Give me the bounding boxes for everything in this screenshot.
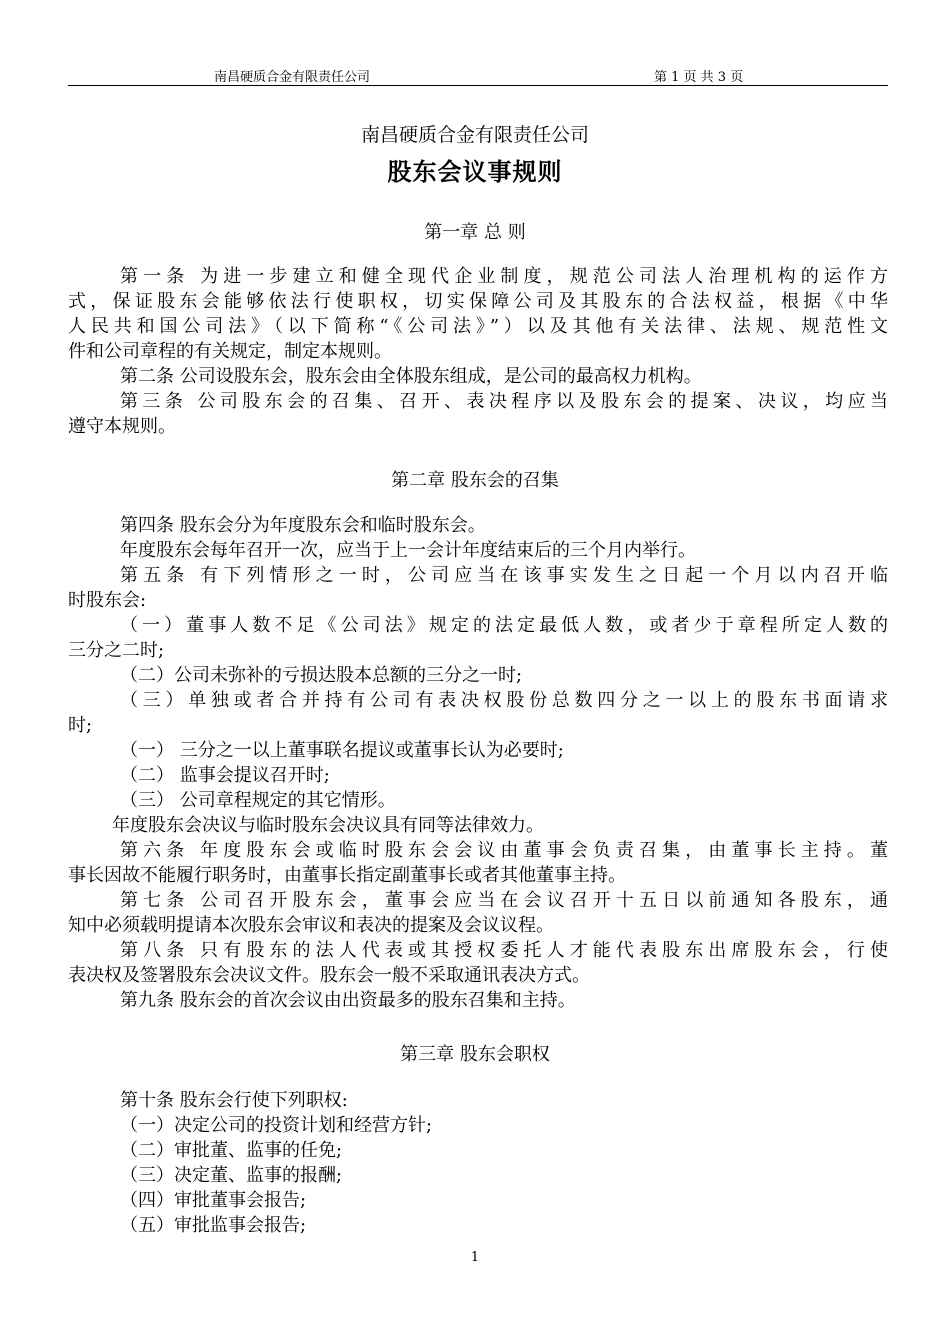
article-line: （三）单独或者合并持有公司有表决权股份总数四分之一以上的股东书面请求	[120, 690, 888, 711]
article-line: 第七条 公司召开股东会，董事会应当在会议召开十五日以前通知各股东，通	[120, 890, 888, 911]
list-item: （五）审批监事会报告;	[120, 1215, 307, 1236]
article-line: 知中必须载明提请本次股东会审议和表决的提案及会议议程。	[68, 915, 554, 936]
article-line: 第五条 有下列情形之一时，公司应当在该事实发生之日起一个月以内召开临	[120, 565, 888, 586]
header-rule	[68, 85, 888, 86]
article-line: （二）公司未弥补的亏损达股本总额的三分之一时;	[120, 665, 523, 686]
doc-company: 南昌硬质合金有限责任公司	[360, 124, 589, 146]
article-line: 年度股东会决议与临时股东会决议具有同等法律效力。	[112, 815, 544, 836]
article-line: 第十条 股东会行使下列职权:	[120, 1090, 348, 1111]
article-line: （三） 公司章程规定的其它情形。	[120, 790, 396, 811]
list-item: （二）审批董、监事的任免;	[120, 1140, 343, 1161]
article-line: 事长因故不能履行职务时，由董事长指定副董事长或者其他董事主持。	[68, 865, 626, 886]
article-line: 式，保证股东会能够依法行使职权，切实保障公司及其股东的合法权益，根据《中华	[68, 291, 888, 312]
article-line: 件和公司章程的有关规定，制定本规则。	[68, 341, 392, 362]
chapter-2-heading: 第二章 股东会的召集	[391, 470, 559, 491]
article-line: 第一条 为进一步建立和健全现代企业制度，规范公司法人治理机构的运作方	[120, 266, 888, 287]
article-line: （一）董事人数不足《公司法》规定的法定最低人数，或者少于章程所定人数的	[120, 615, 888, 636]
article-line: 时;	[68, 715, 93, 736]
article-line: 年度股东会每年召开一次，应当于上一会计年度结束后的三个月内举行。	[120, 540, 696, 561]
article-line: 第九条 股东会的首次会议由出资最多的股东召集和主持。	[120, 990, 576, 1011]
page-number: 1	[470, 1250, 480, 1265]
list-item: （一）决定公司的投资计划和经营方针;	[120, 1115, 433, 1136]
article-line: （一） 三分之一以上董事联名提议或董事长认为必要时;	[120, 740, 564, 761]
article-line: 第三条 公司股东会的召集、召开、表决程序以及股东会的提案、决议，均应当	[120, 391, 888, 412]
article-line: 三分之二时;	[68, 640, 165, 661]
article-line: 人民共和国公司法》（以下简称“《公司法》”）以及其他有关法律、法规、规范性文	[68, 316, 888, 337]
article-line: 第二条 公司设股东会，股东会由全体股东组成，是公司的最高权力机构。	[120, 366, 702, 387]
chapter-3-heading: 第三章 股东会职权	[400, 1044, 550, 1065]
article-line: （二） 监事会提议召开时;	[120, 765, 330, 786]
article-line: 表决权及签署股东会决议文件。股东会一般不采取通讯表决方式。	[68, 965, 590, 986]
article-line: 第四条 股东会分为年度股东会和临时股东会。	[120, 515, 486, 536]
article-line: 第八条 只有股东的法人代表或其授权委托人才能代表股东出席股东会，行使	[120, 940, 888, 961]
list-item: （三）决定董、监事的报酬;	[120, 1165, 343, 1186]
article-line: 第六条 年度股东会或临时股东会会议由董事会负责召集，由董事长主持。董	[120, 840, 888, 861]
header-company: 南昌硬质合金有限责任公司	[214, 70, 371, 85]
doc-title: 股东会议事规则	[387, 157, 563, 186]
article-line: 遵守本规则。	[68, 416, 176, 437]
article-line: 时股东会:	[68, 590, 147, 611]
chapter-1-heading: 第一章 总 则	[424, 222, 526, 243]
header-page-info: 第 1 页 共 3 页	[654, 70, 744, 85]
list-item: （四）审批董事会报告;	[120, 1190, 307, 1211]
